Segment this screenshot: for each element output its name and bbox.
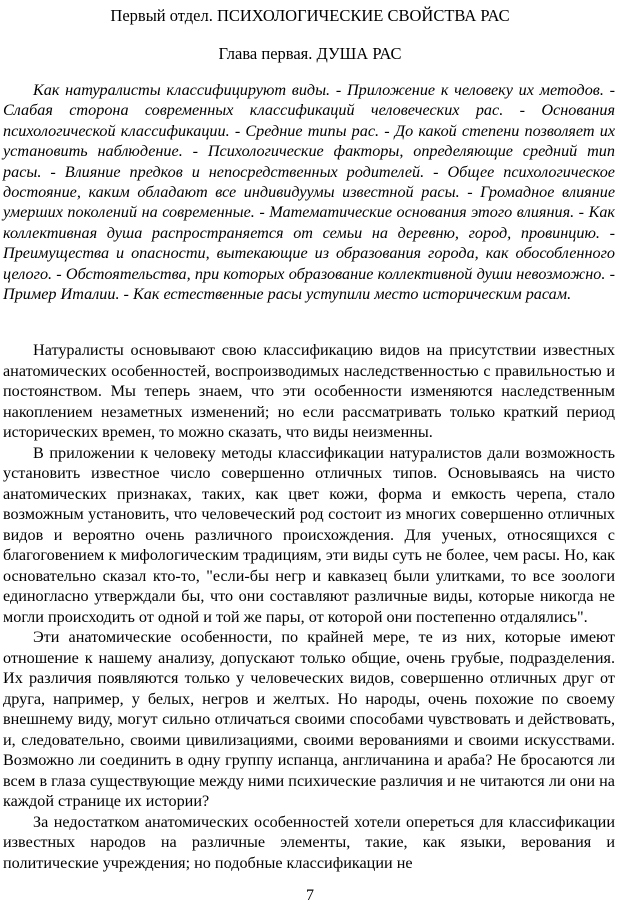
chapter-title: Глава первая. ДУША РАС	[218, 44, 402, 63]
page-number: 7	[306, 887, 314, 904]
paragraph: За недостатком анатомических особенностей хотели опереться для классификации известных народов на различные элементы, такие, как языки, верования и политические учреждения; но подобные классификации не	[3, 812, 615, 872]
paragraph: Эти анатомические особенности, по крайней мере, те из них, которые имеют отношение к нашему анализу, допускают только общие, очень грубые, подразделения. Их различия появляются только у человеческих видов, совершенно отличных друг от друга, например, у белых, негров и желтых. Но народы, очень похожие по своему внешнему виду, могут сильно отличаться своими способами чувствовать и действовать, и, следовательно, своими цивилизациями, своими верованиями и своими искусствами. Возможно ли соединить в одну группу испанца, англичанина и араба? Не бросаются ли всем в глаза существующие между ними психические различия и не читаются ли они на каждой странице их истории?	[3, 628, 615, 810]
part-title: Первый отдел. ПСИХОЛОГИЧЕСКИЕ СВОЙСТВА РАС	[110, 6, 510, 25]
paragraph: Натуралисты основывают свою классификацию видов на присутствии известных анатомических особенностей, воспроизводимых наследственностью с правильностью и постоянством. Мы теперь знаем, что эти особенности изменяются наследственным накоплением незаметных изменений; но если рассматривать только краткий период исторических времен, то можно сказать, что виды неизменны.	[3, 341, 615, 441]
paragraph: В приложении к человеку методы классификации натуралистов дали возможность установить известное число совершенно отличных типов. Основываясь на чисто анатомических признаках, таких, как цвет кожи, форма и емкость черепа, стало возможным установить, что человеческий род состоит из многих совершенно отличных видов и вероятно очень различного происхождения. Для ученых, относящихся с благоговением к мифологическим традициям, эти виды суть не более, чем расы. Но, как основательно сказал кто-то, "если-бы негр и кавказец были улитками, то все зоологи единогласно утверждали бы, что они составляют различные виды, которые никогда не могли происходить от одной и той же пары, от которой они постепенно отдалялись".	[3, 443, 615, 626]
chapter-body	[3, 340, 615, 873]
chapter-abstract: Как натуралисты классифицируют виды. - Приложение к человеку их методов. - Слабая сторона современных классификаций человеческих рас. - Основания психологической классификации. - Средние типы рас. - До какой степени позволяет их установить наблюдение. - Психологические факторы, определяющие средний тип расы. - Влияние предков и непосредственных родителей. - Общее психологическое достояние, каким обладают все индивидуумы известной расы. - Громадное влияние умерших поколений на современные. - Математические основания этого влияния. - Как коллективная душа распространяется от семьи на деревню, город, провинцию. - Преимущества и опасности, вытекающие из образования города, как обособленного целого. - Обстоятельства, при которых образование коллективной души невозможно. - Пример Италии. - Как естественные расы уступили место историческим расам.	[3, 81, 615, 304]
